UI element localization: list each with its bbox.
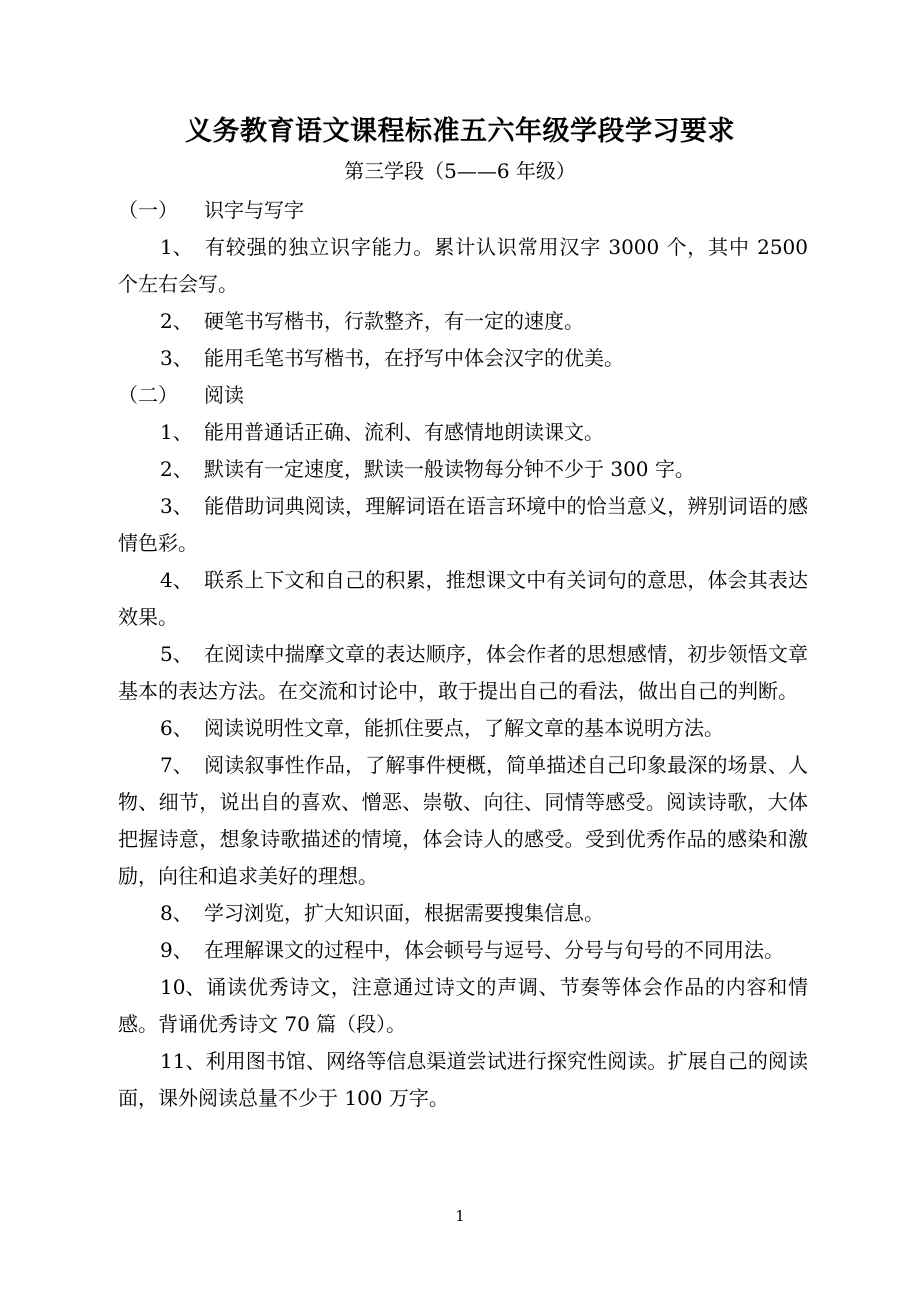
list-item	[118, 1043, 808, 1117]
list-item	[118, 636, 808, 710]
section-heading-literacy	[118, 192, 808, 229]
item-text: 默读有一定速度，默读一般读物每分钟不少于 300 字。	[204, 457, 695, 481]
item-number: 2、	[160, 309, 193, 333]
list-item	[118, 747, 808, 895]
item-number: 1、	[160, 235, 193, 259]
item-number: 1、	[160, 420, 193, 444]
item-text: 利用图书馆、网络等信息渠道尝试进行探究性阅读。扩展自己的阅读面，课外阅读总量不少于 100 万字。	[118, 1049, 808, 1110]
list-item	[118, 895, 808, 932]
item-number: 9、	[160, 938, 193, 962]
item-text: 有较强的独立识字能力。累计认识常用汉字 3000 个，其中 2500 个左右会写。	[118, 235, 808, 296]
item-text: 阅读叙事性作品，了解事件梗概，简单描述自己印象最深的场景、人物、细节，说出自的喜欢、憎恶、崇敬、向往、同情等感受。阅读诗歌，大体把握诗意，想象诗歌描述的情境，体会诗人的感受。受到优秀作品的感染和激励，向往和追求美好的理想。	[118, 753, 808, 888]
document-subtitle: 第三学段（5——6 年级）	[344, 159, 576, 183]
item-number: 3、	[160, 494, 193, 518]
item-text: 阅读说明性文章，能抓住要点，了解文章的基本说明方法。	[204, 716, 724, 740]
item-number: 2、	[160, 457, 193, 481]
item-text: 诵读优秀诗文，注意通过诗文的声调、节奏等体会作品的内容和情感。背诵优秀诗文 70 篇（段）。	[118, 975, 808, 1036]
list-item	[118, 932, 808, 969]
item-number: 8、	[160, 901, 193, 925]
item-number: 6、	[160, 716, 193, 740]
item-number: 10、	[160, 975, 206, 999]
item-number: 3、	[160, 346, 193, 370]
list-item	[118, 562, 808, 636]
item-text: 能用普通话正确、流利、有感情地朗读课文。	[204, 420, 604, 444]
item-text: 在理解课文的过程中，体会顿号与逗号、分号与句号的不同用法。	[204, 938, 784, 962]
section-heading-reading	[118, 377, 808, 414]
item-text: 硬笔书写楷书，行款整齐，有一定的速度。	[204, 309, 584, 333]
list-item	[118, 710, 808, 747]
item-text: 在阅读中揣摩文章的表达顺序，体会作者的思想感情，初步领悟文章基本的表达方法。在交流和讨论中，敢于提出自己的看法，做出自己的判断。	[118, 642, 808, 703]
item-text: 联系上下文和自己的积累，推想课文中有关词句的意思，体会其表达效果。	[118, 568, 808, 629]
item-text: 能用毛笔书写楷书，在抒写中体会汉字的优美。	[204, 346, 624, 370]
list-item	[118, 303, 808, 340]
item-number: 5、	[160, 642, 193, 666]
item-number: 7、	[160, 753, 193, 777]
page-number: 1	[455, 1207, 465, 1225]
item-number: 4、	[160, 568, 193, 592]
list-item	[118, 488, 808, 562]
list-item	[118, 414, 808, 451]
list-item	[118, 969, 808, 1043]
section-number: （二）	[118, 383, 178, 407]
list-item	[118, 451, 808, 488]
item-number: 11、	[160, 1049, 206, 1073]
section-number: （一）	[118, 198, 178, 222]
document-body	[118, 192, 808, 1117]
section-title: 阅读	[204, 383, 244, 407]
item-text: 能借助词典阅读，理解词语在语言环境中的恰当意义，辨别词语的感情色彩。	[118, 494, 808, 555]
list-item	[118, 340, 808, 377]
item-text: 学习浏览，扩大知识面，根据需要搜集信息。	[204, 901, 604, 925]
list-item	[118, 229, 808, 303]
section-title: 识字与写字	[204, 198, 304, 222]
document-title: 义务教育语文课程标准五六年级学段学习要求	[185, 116, 735, 147]
